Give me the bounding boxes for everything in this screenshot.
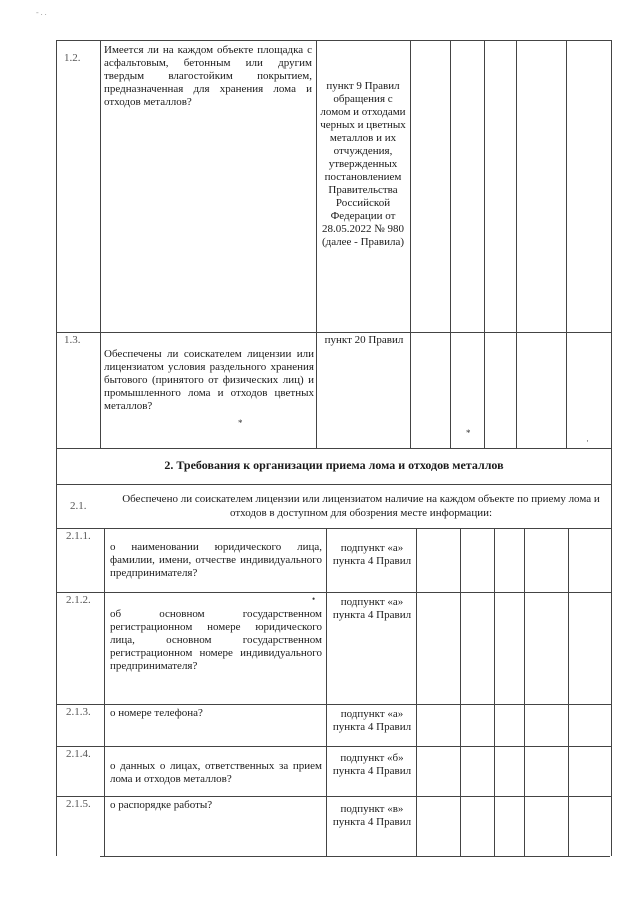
row-line [56,484,612,485]
row-line [56,704,612,705]
row-line [56,448,612,449]
row-reference: пункт 20 Правил [324,334,404,346]
scan-speck: • [312,594,316,604]
row-number: 2.1. [70,500,87,512]
col-line [516,40,517,448]
row-question: Обеспечены ли соискателем лицензии или лицензиатом условия раздельного хранения бытового (принятого от физических лиц) и промышленного лома и отходов цветных металлов? [104,348,314,412]
col-line [416,528,417,856]
row-question: об основном государственном регистрационном номере юридического лица, основном государственном регистрационном номере индивидуального предпринимателя? [110,608,322,672]
row-line [56,796,612,797]
col-line [316,40,317,448]
col-line [326,528,327,856]
section-title: 2. Требования к организации приема лома и отходов металлов [164,458,504,472]
row-number: 1.3. [64,334,81,346]
row-number: 2.1.1. [66,530,91,542]
row-line [56,332,612,333]
row-question: Имеется ли на каждом объекте площадка с асфальтовым, бетонным или другим твердым влагостойким покрытием, предназначенная для хранения лома и отходов металлов? [104,44,312,108]
table-left-border [56,40,57,856]
row-reference: пункт 9 Правил обращения с ломом и отходами черных и цветных металлов и их отчуждения, утвержденных постановлением Правительства Российской Федерации от 28.05.2022 № 980 (далее - Правила) [320,80,406,248]
scan-speck: * [466,428,471,438]
row-question: Обеспечено ли соискателем лицензии или лицензиатом наличие на каждом объекте по приему лома и отходов в доступном для обозрения месте информации: [122,493,600,519]
row-number: 1.2. [64,52,81,64]
row-reference: подпункт «б» пункта 4 Правил [332,752,412,777]
col-line [568,528,569,856]
row-question: о данных о лицах, ответственных за прием лома и отходов металлов? [110,760,322,785]
row-line [56,40,612,41]
row-reference: подпункт «а» пункта 4 Правил [332,596,412,621]
corner-mark: - . . [36,8,47,17]
col-line [566,40,567,448]
col-line [460,528,461,856]
row-question: о распорядке работы? [110,799,213,811]
table-right-border [611,40,612,856]
row-number: 2.1.4. [66,748,91,760]
row-reference: подпункт «в» пункта 4 Правил [332,803,412,828]
col-line [450,40,451,448]
row-line [56,592,612,593]
row-question: о наименовании юридического лица, фамилии, имени, отчестве индивидуального предпринимателя? [110,541,322,579]
col-line [410,40,411,448]
scan-speck: · [586,436,589,446]
row-number: 2.1.3. [66,706,91,718]
col-line [100,40,101,448]
col-line [494,528,495,856]
scan-speck: * [238,418,243,428]
col-line [524,528,525,856]
row-line [56,528,612,529]
row-reference: подпункт «а» пункта 4 Правил [332,708,412,733]
col-line [484,40,485,448]
row-number: 2.1.5. [66,798,91,810]
col-line [104,528,105,856]
row-number: 2.1.2. [66,594,91,606]
row-reference: подпункт «а» пункта 4 Правил [332,542,412,567]
row-line [56,746,612,747]
row-line [100,856,610,857]
row-question: о номере телефона? [110,707,203,719]
